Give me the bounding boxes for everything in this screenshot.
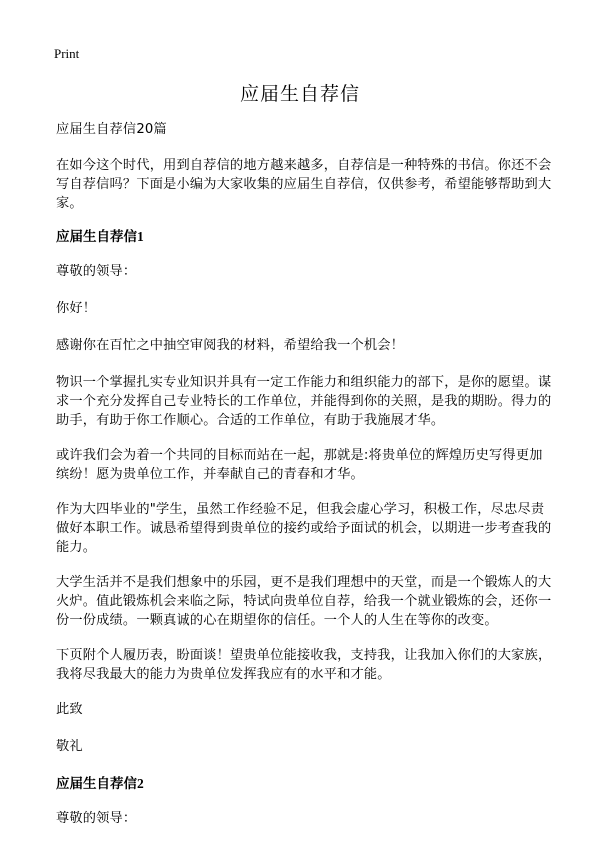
letter-2-heading-number: 2	[137, 776, 144, 791]
letter-1-paragraph-2: 物识一个掌握扎实专业知识并具有一定工作能力和组织能力的部下，是你的愿望。谋求一个充分发挥自己专业特长的工作单位，并能得到你的关照，是我的期盼。得力的助手，有助于你工作顺心。合适的工作单位，有助于我施展才华。	[56, 375, 552, 428]
letter-1-paragraph-4: 作为大四毕业的"学生，虽然工作经验不足，但我会虚心学习，积极工作，尽忠尽责做好本职工作。诚恳希望得到贵单位的接约或给予面试的机会，以期进一步考查我的能力。	[56, 502, 552, 555]
letter-1-greeting: 尊敬的领导：	[56, 264, 137, 279]
document-body	[56, 120, 552, 846]
letter-1-paragraph-5: 大学生活并不是我们想象中的乐园，更不是我们理想中的天堂，而是一个锻炼人的大火炉。值此锻炼机会来临之际，特试向贵单位自荐，给我一个就业锻炼的会，还你一份一份成绩。一颗真诚的心在期望你的信任。一个人的人生在等你的改变。	[56, 575, 552, 628]
document-title: 应届生自荐信	[239, 83, 360, 105]
print-link[interactable]: Print	[54, 46, 80, 61]
letter-1-closing-1: 此致	[56, 702, 83, 717]
letter-1-heading	[56, 227, 552, 247]
letter-1-closing-2: 敬礼	[56, 739, 83, 754]
letter-1-heading-text: 应届生自荐信	[56, 229, 137, 245]
letter-1-paragraph-3: 或许我们会为着一个共同的目标而站在一起，那就是:将贵单位的辉煌历史写得更加缤纷！愿为贵单位工作，并奉献自己的青春和才华。	[56, 448, 543, 482]
letter-1-paragraph-6: 下页附个人履历表，盼面谈！望贵单位能接收我，支持我，让我加入你们的大家族，我将尽我最大的能力为贵单位发挥我应有的水平和才能。	[56, 648, 552, 682]
letter-1-hello: 你好！	[56, 301, 97, 316]
letter-2-heading	[56, 774, 552, 794]
letter-2-greeting: 尊敬的领导：	[56, 811, 137, 826]
letter-1-paragraph-1: 感谢你在百忙之中抽空审阅我的材料，希望给我一个机会！	[56, 338, 405, 353]
letter-2-heading-text: 应届生自荐信	[56, 776, 137, 792]
letter-1-heading-number: 1	[137, 229, 144, 244]
document-subtitle: 应届生自荐信20篇	[56, 122, 167, 137]
intro-paragraph: 在如今这个时代，用到自荐信的地方越来越多，自荐信是一种特殊的书信。你还不会写自荐信吗？下面是小编为大家收集的应届生自荐信，仅供参考，希望能够帮助到大家。	[56, 158, 552, 211]
